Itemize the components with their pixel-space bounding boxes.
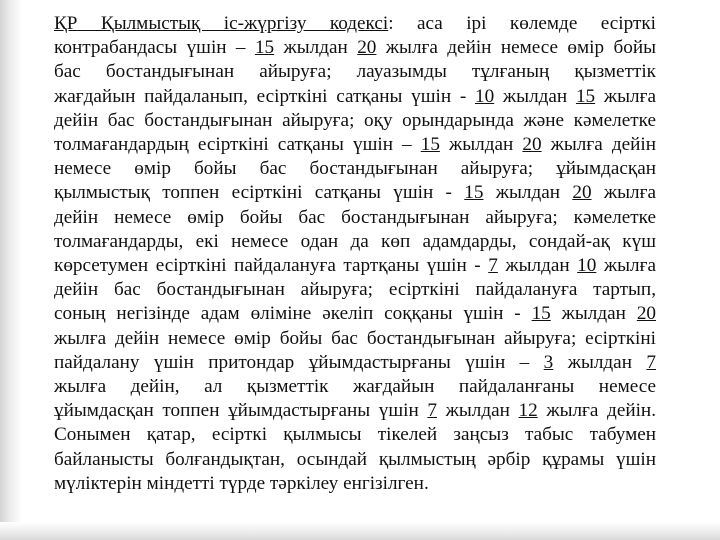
text-segment: жылға [595, 85, 656, 107]
body-text-paragraph [54, 12, 656, 496]
text-line [54, 36, 656, 60]
text-segment: жылға дейін, ал қызметтік жағдайын пайдаланғаны немесе [54, 376, 656, 398]
underlined-text: ҚР Қылмыстық іс-жүргізу кодексі [54, 13, 389, 34]
underlined-text: 20 [357, 37, 377, 59]
text-segment: жылдан [439, 134, 523, 156]
underlined-text: 20 [572, 182, 592, 204]
text-line [54, 133, 656, 157]
text-line [54, 375, 656, 399]
text-segment: дейін бас бостандығынан айыруға; оқу орындарында және кәмелетке [54, 109, 656, 131]
text-segment: Сонымен қатар, есірткі қылмысы тікелей заңсыз табыс табумен [54, 424, 656, 446]
text-segment: жылдан [437, 400, 519, 422]
text-segment: жылдан [494, 85, 576, 107]
text-segment: жылға дейін немесе өмір бойы [376, 37, 657, 59]
text-line [54, 423, 656, 447]
text-segment: қылмыстық топпен есірткіні сатқаны үшін - [54, 182, 465, 204]
underlined-text: 3 [543, 351, 554, 373]
text-line [54, 85, 656, 109]
text-line [54, 109, 656, 133]
text-line [54, 351, 656, 375]
text-line [54, 448, 656, 472]
text-segment: жылдан [274, 37, 358, 59]
underlined-text: 12 [518, 400, 538, 422]
underlined-text: 7 [488, 255, 498, 277]
left-edge-shadow [0, 0, 22, 540]
text-segment: контрабандасы үшін – [54, 37, 255, 59]
text-segment: көрсетумен есірткіні пайдалануға тартқаны үшін - [54, 255, 489, 277]
underlined-text: 15 [464, 182, 484, 204]
text-line [54, 12, 656, 36]
text-line [54, 278, 656, 302]
text-line [54, 254, 656, 278]
text-segment: ұйымдасқан топпен ұйымдастырғаны үшін [54, 400, 428, 422]
text-segment: жағдайын пайдаланып, есірткіні сатқаны үшін - [54, 85, 475, 107]
underlined-text: 15 [420, 134, 440, 156]
text-segment: бас бостандығынан айыруға; лауазымды тұлғаның қызметтік [54, 61, 656, 83]
underlined-text: 10 [474, 85, 495, 107]
text-line [54, 472, 656, 496]
text-segment: жылдан [497, 255, 578, 277]
text-segment: дейін бас бостандығынан айыруға; есірткіні пайдалануға тартып, [54, 279, 656, 301]
underlined-text: 10 [577, 255, 597, 277]
underlined-text: 15 [254, 37, 275, 59]
text-line [54, 157, 656, 181]
bottom-edge-shadow [0, 522, 720, 540]
underlined-text: 7 [646, 351, 656, 373]
text-segment: толмағандардың есірткіні сатқаны үшін – [54, 134, 421, 156]
text-segment: жылға дейін немесе өмір бойы бас бостандығынан айыруға; есірткіні [54, 327, 656, 349]
text-segment: жылдан [483, 182, 573, 204]
text-line [54, 327, 656, 351]
text-segment: байланысты болғандықтан, осындай қылмыстың әрбір құрамы үшін [54, 448, 656, 470]
underlined-text: 20 [522, 134, 542, 156]
text-segment: мүліктерін міндетті түрде тәркілеу енгізілген. [54, 472, 429, 494]
text-line [54, 60, 656, 84]
text-segment: : аса ірі көлемде есірткі [388, 13, 656, 34]
text-segment: пайдалану үшін притондар ұйымдастырғаны үшін – [54, 351, 544, 373]
underlined-text: 7 [427, 400, 437, 422]
text-segment: дейін немесе өмір бойы бас бостандығынан айыруға; кәмелетке [54, 206, 656, 228]
text-segment: немесе өмір бойы бас бостандығынан айыруға; ұйымдасқан [54, 158, 656, 180]
text-line [54, 181, 656, 205]
text-segment: жылға дейін. [537, 400, 656, 422]
underlined-text: 20 [636, 303, 656, 325]
text-line [54, 206, 656, 230]
text-segment: жылдан [550, 303, 637, 325]
text-line [54, 230, 656, 254]
underlined-text: 15 [575, 85, 596, 107]
text-segment: жылға дейін [541, 134, 656, 156]
text-segment: толмағандарды, екі немесе одан да көп адамдарды, сондай-ақ күш [54, 230, 656, 252]
text-line [54, 302, 656, 326]
underlined-text: 15 [531, 303, 551, 325]
text-segment: соның негізінде адам өліміне әкеліп соққаны үшін - [54, 303, 532, 325]
text-line [54, 399, 656, 423]
text-segment: жылға [596, 255, 656, 277]
text-segment: жылға [591, 182, 656, 204]
text-segment: жылдан [553, 351, 647, 373]
